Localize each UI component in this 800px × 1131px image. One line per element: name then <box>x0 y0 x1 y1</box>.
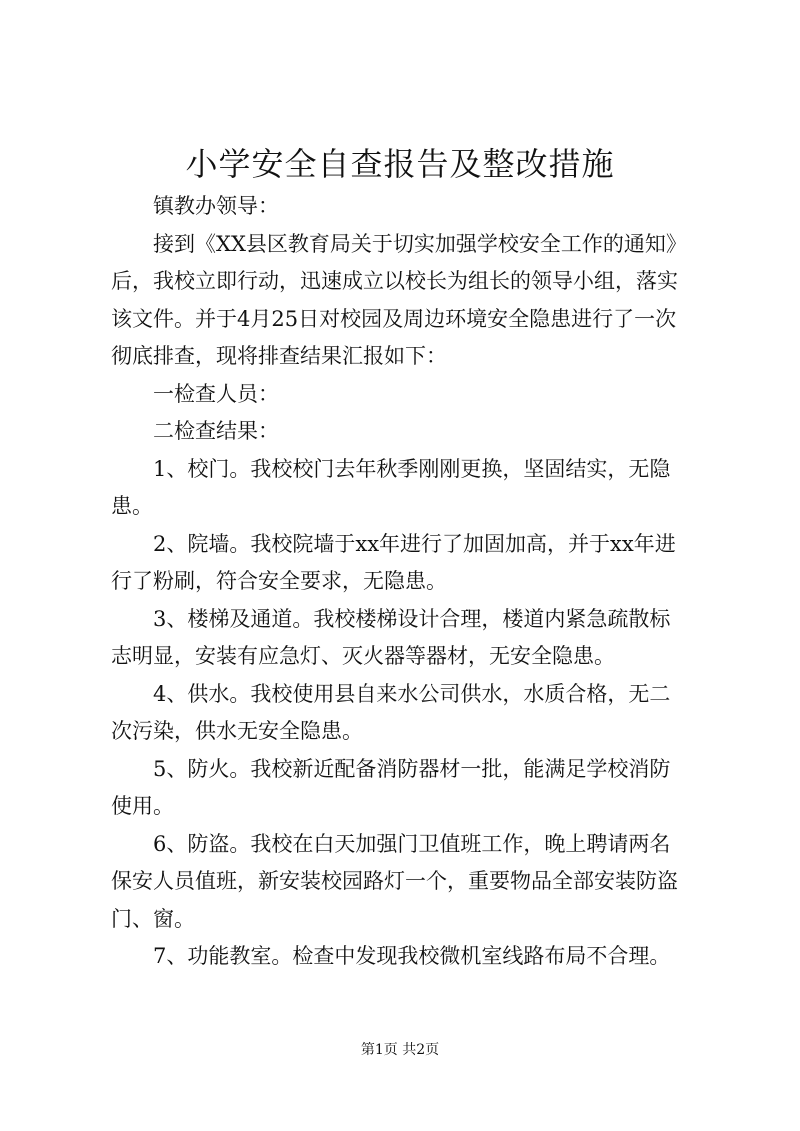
paragraph-item-5: 5、防火。我校新近配备消防器材一批，能满足学校消防使用。 <box>111 756 671 818</box>
paragraph-salutation: 镇教办领导： <box>153 194 279 218</box>
paragraph-item-3: 3、楼梯及通道。我校楼梯设计合理，楼道内紧急疏散标志明显，安装有应急灯、灭火器等器材，无安全隐患。 <box>111 606 671 668</box>
paragraph-item-6: 6、防盗。我校在白天加强门卫值班工作，晚上聘请两名保安人员值班，新安装校园路灯一个，重要物品全部安装防盗门、窗。 <box>111 831 678 931</box>
document-title: 小学安全自查报告及整改措施 <box>185 145 615 183</box>
paragraph-intro: 接到《XX县区教育局关于切实加强学校安全工作的通知》后，我校立即行动，迅速成立以校长为组长的领导小组，落实该文件。并于4月25日对校园及周边环境安全隐患进行了一次彻底排查，现将排查结果汇报如下： <box>111 231 687 368</box>
paragraph-section-1: 一检查人员： <box>153 381 279 406</box>
page-footer: 第1页 共2页 <box>360 1042 440 1058</box>
paragraph-section-2: 二检查结果： <box>153 419 279 443</box>
document-body <box>111 188 689 976</box>
paragraph-item-4: 4、供水。我校使用县自来水公司供水，水质合格，无二次污染，供水无安全隐患。 <box>111 681 671 743</box>
paragraph-item-2: 2、院墙。我校院墙于xx年进行了加固加高，并于xx年进行了粉刷，符合安全要求，无隐患。 <box>111 531 676 593</box>
paragraph-item-1: 1、校门。我校校门去年秋季刚刚更换，坚固结实，无隐患。 <box>111 456 671 518</box>
paragraph-item-7: 7、功能教室。检查中发现我校微机室线路布局不合理。 <box>153 944 671 968</box>
